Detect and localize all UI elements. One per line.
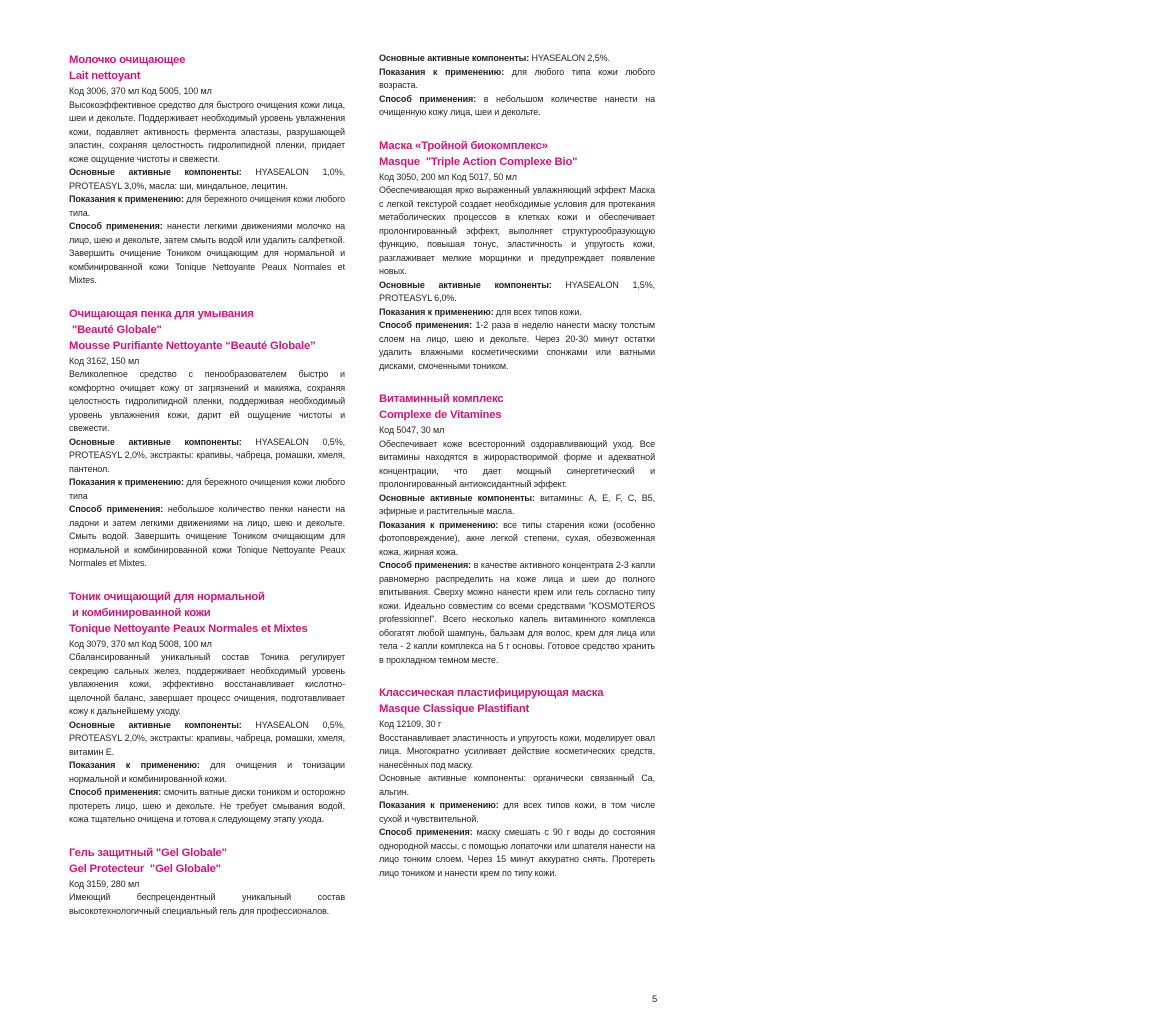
product-paragraph xyxy=(379,732,655,773)
paragraph-text: небольшое количество пенки нанести на ладони и затем легкими движениями на лицо, шею и декольте. Смыть водой. Завершить очищение Тоником очищающим для нормальной и комбинированной кожи Tonique Nettoyante Peaux Normales et Mixtes. xyxy=(69,504,345,568)
product-code: Код 12109, 30 г xyxy=(379,719,442,729)
paragraph-label: Способ применения: xyxy=(379,320,472,330)
paragraph-label: Показания к применению: xyxy=(379,66,505,77)
product-paragraph xyxy=(379,319,655,373)
product-title: Mousse Purifiante Nettoyante “Beauté Globale” xyxy=(69,339,316,352)
product-paragraph xyxy=(379,52,655,66)
right-column xyxy=(379,52,655,898)
paragraph-text: HYASEALON 1,0%, PROTEASYL 3,0%, масла: ши, миндальное, лецитин. xyxy=(69,167,345,191)
product-paragraph xyxy=(69,476,345,503)
paragraph-text: HYASEALON 0,5%, PROTEASYL 2,0%, экстракты: крапивы, чабреца, ромашки, хмеля, витамин E. xyxy=(69,719,345,757)
product-paragraph xyxy=(69,891,345,918)
product-paragraph xyxy=(69,368,345,436)
product-paragraph xyxy=(69,759,345,786)
product-paragraph xyxy=(379,559,655,667)
product-title: Tonique Nettoyante Peaux Normales et Mixtes xyxy=(69,622,308,635)
product-paragraph xyxy=(69,166,345,193)
product-title: Gel Protecteur "Gel Globale" xyxy=(69,862,221,875)
paragraph-label: Основные активные компоненты: xyxy=(69,719,242,730)
paragraph-text: все типы старения кожи (особенно фотоповреждение), акне легкой степени, сухая, обезвоженная кожа, жирная кожа. xyxy=(379,519,655,557)
paragraph-label: Способ применения: xyxy=(69,221,163,231)
paragraph-text: в небольшом количестве нанести на очищенную кожу лица, шеи и декольте. xyxy=(379,93,655,117)
paragraph-label: Способ применения: xyxy=(379,93,477,104)
product-section xyxy=(69,52,345,288)
paragraph-text: смочить ватные диски тоником и осторожно протереть лицо, шею и декольте. Не требует смывания водой, кожа тщательно очищена и готова к следующему этапу ухода. xyxy=(69,787,345,824)
product-section xyxy=(379,52,655,120)
product-title: "Beauté Globale" xyxy=(69,323,162,336)
product-title: Очищающая пенка для умывания xyxy=(69,307,254,320)
product-title: Классическая пластифицирующая маска xyxy=(379,687,604,699)
product-paragraph xyxy=(69,503,345,571)
paragraph-label: Основные активные компоненты: xyxy=(69,167,242,177)
product-paragraph xyxy=(379,306,655,320)
product-paragraph xyxy=(379,772,655,799)
paragraph-label: Способ применения: xyxy=(69,787,162,797)
product-section xyxy=(379,685,655,880)
paragraph-label: Показания к применению: xyxy=(379,800,499,810)
product-title: Masque Classique Plastifiant xyxy=(379,703,530,715)
paragraph-text: маску смешать с 90 г воды до состояния однородной массы, с помощью лопаточки или шпателя нанести на лицо тонким слоем. Через 15 минут аккуратно снять. Протереть лицо тоником и нанести крем по типу кожи. xyxy=(379,827,655,878)
product-paragraph xyxy=(379,66,655,93)
paragraph-text: HYASEALON 1,5%, PROTEASYL 6,0%. xyxy=(379,279,655,303)
product-code: Код 3159, 280 мл xyxy=(69,878,140,889)
product-section xyxy=(379,138,655,374)
paragraph-text: Великолепное средство с пенообразователем быстро и комфортно очищает кожу от загрязнений и макияжа, сохраняя целостность гидролипидной пленки, поддерживая необходимый уровень увлажнения кожи, дарит ей ощущение чистоты и свежести. xyxy=(69,369,345,433)
product-paragraph xyxy=(379,184,655,279)
product-section xyxy=(69,589,345,827)
product-paragraph xyxy=(379,826,655,880)
product-paragraph xyxy=(69,99,345,167)
paragraph-label: Показания к применению: xyxy=(69,477,184,487)
paragraph-text: для всех типов кожи, в том числе сухой и чувствительной. xyxy=(379,800,655,824)
product-paragraph xyxy=(379,93,655,120)
paragraph-text: витамины: A, E, F, C, B5, эфирные и растительные масла. xyxy=(379,492,655,516)
product-paragraph xyxy=(379,799,655,826)
paragraph-label: Основные активные компоненты: xyxy=(379,492,535,503)
product-section xyxy=(69,845,345,919)
paragraph-label: Основные активные компоненты: xyxy=(69,436,242,447)
paragraph-label: Показания к применению: xyxy=(69,760,200,770)
product-paragraph xyxy=(69,193,345,220)
paragraph-text: Сбалансированный уникальный состав Тоника регулирует секрецию сальных желез, поддерживает необходимый уровень увлажнения кожи, эффективно восстанавливает кислотно-щелочной баланс, завершает процесс очищения, подготавливает кожу к дальнейшему уходу. xyxy=(69,652,345,716)
product-paragraph xyxy=(69,651,345,719)
product-code: Код 3162, 150 мл xyxy=(69,355,140,366)
product-code: Код 3050, 200 мл Код 5017, 50 мл xyxy=(379,171,517,182)
product-title: и комбинированной кожи xyxy=(69,606,211,619)
paragraph-label: Основные активные компоненты: xyxy=(379,53,530,63)
product-paragraph xyxy=(69,719,345,760)
left-column xyxy=(69,52,345,936)
product-code: Код 3006, 370 мл Код 5005, 100 мл xyxy=(69,86,212,96)
paragraph-text: Обеспечивает коже всесторонний оздоравливающий уход. Все витамины находятся в жирорастворимой форме и адекватной концентрации, что дает мощный синергетический и пролонгированный антиоксидантный эффект. xyxy=(379,438,655,489)
product-title: Гель защитный "Gel Globale" xyxy=(69,846,227,859)
paragraph-label: Показания к применению: xyxy=(69,194,184,204)
product-paragraph xyxy=(69,786,345,827)
product-title: Молочко очищающее xyxy=(69,54,186,66)
product-paragraph xyxy=(69,436,345,477)
product-code: Код 3079, 370 мл Код 5008, 100 мл xyxy=(69,638,212,649)
paragraph-text: Высокоэффективное средство для быстрого очищения кожи лица, шеи и декольте. Поддерживает необходимый уровень увлажнения кожи, подавляет активность фермента эластазы, разрушающей эластин, сохраняя целостность гидролипидной пленки, придает коже ощущение чистоты и свежести. xyxy=(69,99,345,164)
paragraph-label: Способ применения: xyxy=(379,560,472,570)
product-title: Витаминный комплекс xyxy=(379,393,504,405)
paragraph-text: HYASEALON 0,5%, PROTEASYL 2,0%, экстракты: крапивы, чабреца, ромашки, хмеля, пантенол. xyxy=(69,436,345,474)
paragraph-text: Основные активные компоненты: органически связанный Ca, альгин. xyxy=(379,773,655,797)
paragraph-text: 1-2 раза в неделю нанести маску толстым слоем на лицо, шею и декольте. Через 20-30 минут остатки удалить влажными косметическими спонжами или ватными дисками, смоченными тоником. xyxy=(379,320,655,371)
product-title: Masque "Triple Action Complexe Bio" xyxy=(379,155,578,168)
paragraph-label: Способ применения: xyxy=(379,827,473,837)
paragraph-text: для бережного очищения кожи любого типа xyxy=(69,477,345,501)
product-section xyxy=(69,306,345,571)
product-title: Тоник очищающий для нормальной xyxy=(69,590,265,603)
product-paragraph xyxy=(379,519,655,560)
paragraph-text: для очищения и тонизации нормальной и комбинированной кожи. xyxy=(69,760,345,784)
product-paragraph xyxy=(379,438,655,492)
paragraph-label: Показания к применению: xyxy=(379,519,499,530)
product-paragraph xyxy=(379,279,655,306)
paragraph-text: в качестве активного концентрата 2-3 капли равномерно распределить на коже лица и шеи до полного впитывания. Сверху можно нанести крем или гель согласно типу кожи. Идеально совместим со всеми средствами "KOSMOTEROS professionnel". Всего несколько капель витаминного комплекса обогатят любой шампунь, бальзам для волос, крем для лица или тела - 2 капли комплекса на 5 г основы. Готовое средство хранить в прохладном темном месте. xyxy=(379,560,655,665)
product-paragraph xyxy=(379,492,655,519)
paragraph-text: HYASEALON 2,5%. xyxy=(529,53,610,63)
paragraph-text: для любого типа кожи любого возраста. xyxy=(379,66,655,90)
product-title: Lait nettoyant xyxy=(69,70,141,82)
paragraph-text: Имеющий беспрецендентный уникальный состав высокотехнологичный специальный гель для профессионалов. xyxy=(69,892,345,916)
paragraph-text: Восстанавливает эластичность и упругость кожи, моделирует овал лица. Многократно усиливает действие косметических средств, нанесённых под маску. xyxy=(379,732,655,770)
product-title: Маска «Тройной биокомплекс» xyxy=(379,139,548,152)
paragraph-text: для всех типов кожи. xyxy=(493,306,582,317)
product-code: Код 5047, 30 мл xyxy=(379,425,445,435)
paragraph-label: Показания к применению: xyxy=(379,306,494,317)
paragraph-label: Основные активные компоненты: xyxy=(379,279,552,290)
page-number: 5 xyxy=(652,994,658,1005)
paragraph-text: Обеспечивающая ярко выраженный увлажняющий эффект Маска с легкой текстурой создает необходимые условия для протекания метаболических процессов в клетках кожи и обеспечивает пролонгированный эффект, выполняет структурообразующую функцию, повышая тонус, эластичность и упругость кожи, разглаживает мелкие морщинки и предупреждает появление новых. xyxy=(379,185,655,276)
product-paragraph xyxy=(69,220,345,288)
paragraph-text: нанести легкими движениями молочко на лицо, шею и декольте, затем смыть водой или удалить салфеткой. Завершить очищение Тоником очищающим для нормальной и комбинированной кожи Tonique Nettoyante Peaux Normales et Mixtes. xyxy=(69,221,345,285)
product-section xyxy=(379,391,655,667)
paragraph-label: Способ применения: xyxy=(69,504,164,514)
product-title: Complexe de Vitamines xyxy=(379,409,502,421)
paragraph-text: для бережного очищения кожи любого типа. xyxy=(69,194,345,218)
